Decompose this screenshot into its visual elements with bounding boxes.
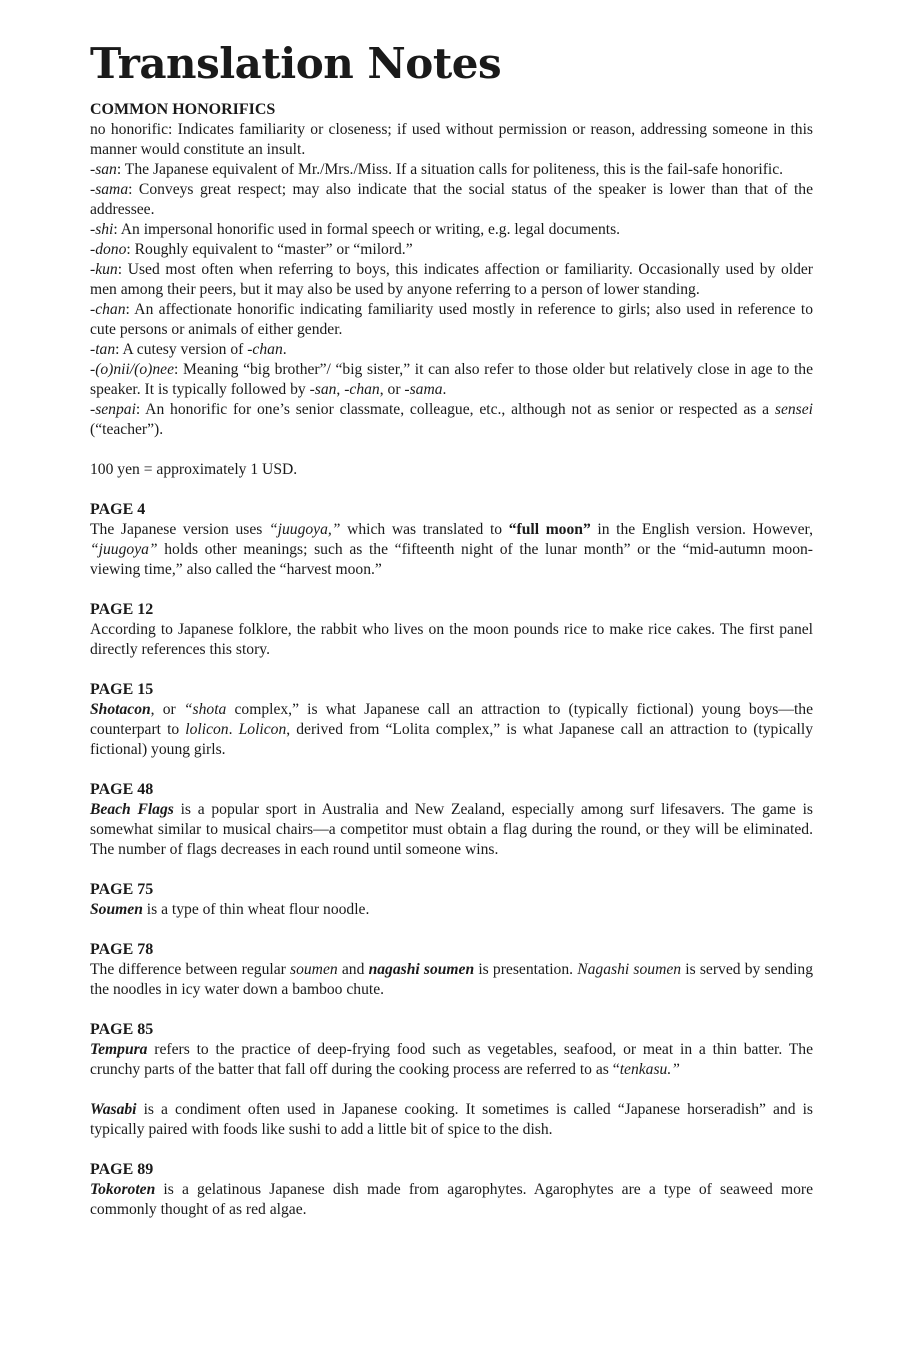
note-text: The Japanese version uses “juugoya,” which was translated to “full moon” in the English version. However, “juugoya” holds other meanings; such as the “fifteenth night of the lunar month” or the “mid-autumn moon-viewing time,” also called the “harvest moon.” — [90, 521, 813, 578]
honorifics-heading: COMMON HONORIFICS — [90, 101, 276, 118]
honorifics-section — [90, 100, 813, 440]
note-page-15 — [90, 680, 813, 760]
honorific-entry: -kun: Used most often when referring to boys, this indicates affection or familiarity. Occasionally used by older men among their peers, but it may also be used by anyone referring to a person of lower standing. — [90, 261, 813, 298]
honorific-entry: -dono: Roughly equivalent to “master” or “milord.” — [90, 241, 413, 258]
note-heading: PAGE 15 — [90, 681, 154, 698]
page-title: Translation Notes — [90, 39, 502, 88]
honorific-entry: -shi: An impersonal honorific used in formal speech or writing, e.g. legal documents. — [90, 221, 621, 238]
note-heading: PAGE 89 — [90, 1161, 154, 1178]
note-heading: PAGE 75 — [90, 881, 154, 898]
note-heading: PAGE 48 — [90, 781, 154, 798]
note-page-12 — [90, 600, 813, 660]
honorific-entry: -sama: Conveys great respect; may also indicate that the social status of the speaker is lower than that of the addressee. — [90, 181, 813, 218]
note-text: According to Japanese folklore, the rabbit who lives on the moon pounds rice to make rice cakes. The first panel directly references this story. — [90, 621, 813, 658]
honorific-entry: -(o)nii/(o)nee: Meaning “big brother”/ “big sister,” it can also refer to those older but relatively close in age to the speaker. It is typically followed by -san, -chan, or -sama. — [90, 361, 813, 398]
note-page-75 — [90, 880, 813, 920]
yen-note: 100 yen = approximately 1 USD. — [90, 461, 298, 478]
note-text: The difference between regular soumen and nagashi soumen is presentation. Nagashi soumen is served by sending the noodles in icy water down a bamboo chute. — [90, 961, 814, 998]
honorific-entry: -senpai: An honorific for one’s senior classmate, colleague, etc., although not as senior or respected as a sensei (“teacher”). — [90, 401, 813, 438]
note-page-78 — [90, 940, 813, 1000]
honorific-entry: -chan: An affectionate honorific indicating familiarity used mostly in reference to girls; also used in reference to cute persons or animals of either gender. — [90, 301, 813, 338]
note-page-48 — [90, 780, 813, 860]
note-heading: PAGE 78 — [90, 941, 154, 958]
note-text: Shotacon, or “shota complex,” is what Japanese call an attraction to (typically fictional) young boys—the counterpart to lolicon. Lolicon, derived from “Lolita complex,” is what Japanese call an attraction to (typically fictional) young girls. — [90, 701, 813, 758]
honorific-entry: -san: The Japanese equivalent of Mr./Mrs./Miss. If a situation calls for politeness, this is the fail-safe honorific. — [90, 161, 784, 178]
honorific-entry: no honorific: Indicates familiarity or closeness; if used without permission or reason, addressing someone in this manner would constitute an insult. — [90, 121, 813, 158]
note-page-85 — [90, 1020, 813, 1140]
note-text: Tempura refers to the practice of deep-frying food such as vegetables, seafood, or meat in a thin batter. The crunchy parts of the batter that fall off during the cooking process are referred to as “tenkasu.” — [90, 1041, 813, 1078]
honorific-entry: -tan: A cutesy version of -chan. — [90, 341, 287, 358]
note-text: Tokoroten is a gelatinous Japanese dish made from agarophytes. Agarophytes are a type of seaweed more commonly thought of as red algae. — [90, 1181, 813, 1218]
note-text: Soumen is a type of thin wheat flour noodle. — [90, 901, 370, 918]
note-heading: PAGE 4 — [90, 501, 146, 518]
note-page-89 — [90, 1160, 813, 1220]
note-page-4 — [90, 500, 813, 580]
note-heading: PAGE 85 — [90, 1021, 154, 1038]
note-heading: PAGE 12 — [90, 601, 154, 618]
note-text: Wasabi is a condiment often used in Japanese cooking. It sometimes is called “Japanese horseradish” and is typically paired with foods like sushi to add a little bit of spice to the dish. — [90, 1101, 813, 1138]
note-text: Beach Flags is a popular sport in Australia and New Zealand, especially among surf lifesavers. The game is somewhat similar to musical chairs—a competitor must obtain a flag during the round, or they will be eliminated. The number of flags decreases in each round until someone wins. — [90, 801, 813, 858]
